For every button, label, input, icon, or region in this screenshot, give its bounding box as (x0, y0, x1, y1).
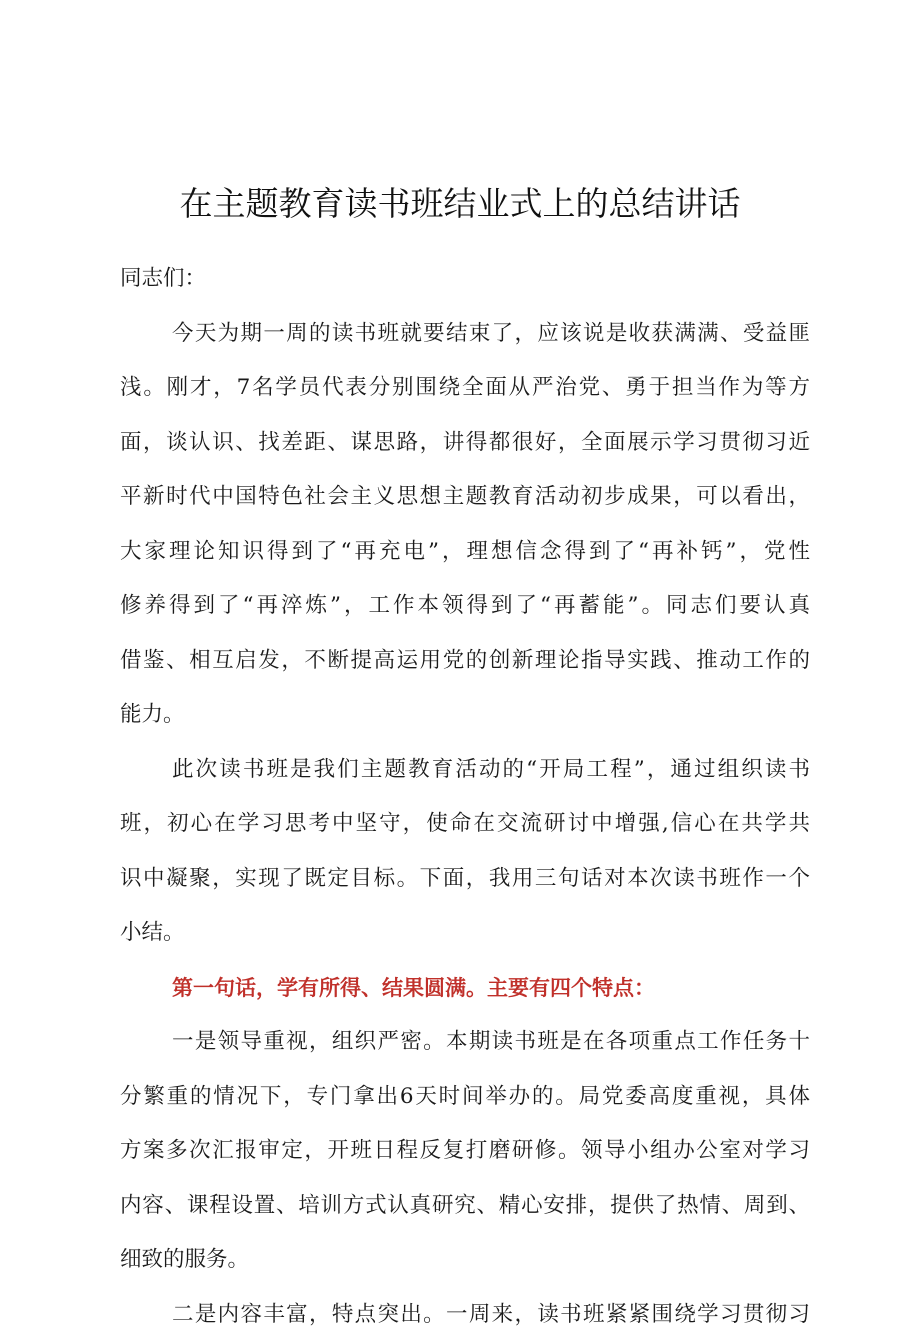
paragraph-line: 内容、课程设置、培训方式认真研究、精心安排，提供了热情、周到、 (120, 1179, 810, 1234)
paragraph-line: 今天为期一周的读书班就要结束了，应该说是收获满满、受益匪 (120, 307, 810, 362)
paragraph-line: 借鉴、相互启发，不断提高运用党的创新理论指导实践、推动工作的 (120, 634, 810, 689)
document-body (120, 252, 810, 1342)
paragraph-line: 面，谈认识、找差距、谋思路，讲得都很好，全面展示学习贯彻习近 (120, 416, 810, 471)
paragraph-line: 二是内容丰富，特点突出。一周来，读书班紧紧围绕学习贯彻习 (120, 1288, 810, 1342)
salutation: 同志们： (120, 252, 810, 307)
document-title: 在主题教育读书班结业式上的总结讲话 (0, 182, 920, 226)
section-heading: 第一句话，学有所得、结果圆满。主要有四个特点： (120, 961, 810, 1016)
paragraph-line: 浅。刚才，7名学员代表分别围绕全面从严治党、勇于担当作为等方 (120, 361, 810, 416)
paragraph-line: 大家理论知识得到了“再充电”，理想信念得到了“再补钙”，党性 (120, 525, 810, 580)
paragraph-line: 小结。 (120, 906, 810, 961)
paragraph-line: 一是领导重视，组织严密。本期读书班是在各项重点工作任务十 (120, 1015, 810, 1070)
paragraph-line: 方案多次汇报审定，开班日程反复打磨研修。领导小组办公室对学习 (120, 1124, 810, 1179)
paragraph-line: 分繁重的情况下，专门拿出6天时间举办的。局党委高度重视，具体 (120, 1070, 810, 1125)
paragraph-line: 细致的服务。 (120, 1233, 810, 1288)
paragraph-line: 能力。 (120, 688, 810, 743)
paragraph-line: 此次读书班是我们主题教育活动的“开局工程”，通过组织读书 (120, 743, 810, 798)
paragraph-line: 识中凝聚，实现了既定目标。下面，我用三句话对本次读书班作一个 (120, 852, 810, 907)
paragraph-line: 班，初心在学习思考中坚守，使命在交流研讨中增强,信心在共学共 (120, 797, 810, 852)
paragraph-line: 修养得到了“再淬炼”，工作本领得到了“再蓄能”。同志们要认真 (120, 579, 810, 634)
paragraph-line: 平新时代中国特色社会主义思想主题教育活动初步成果，可以看出， (120, 470, 810, 525)
